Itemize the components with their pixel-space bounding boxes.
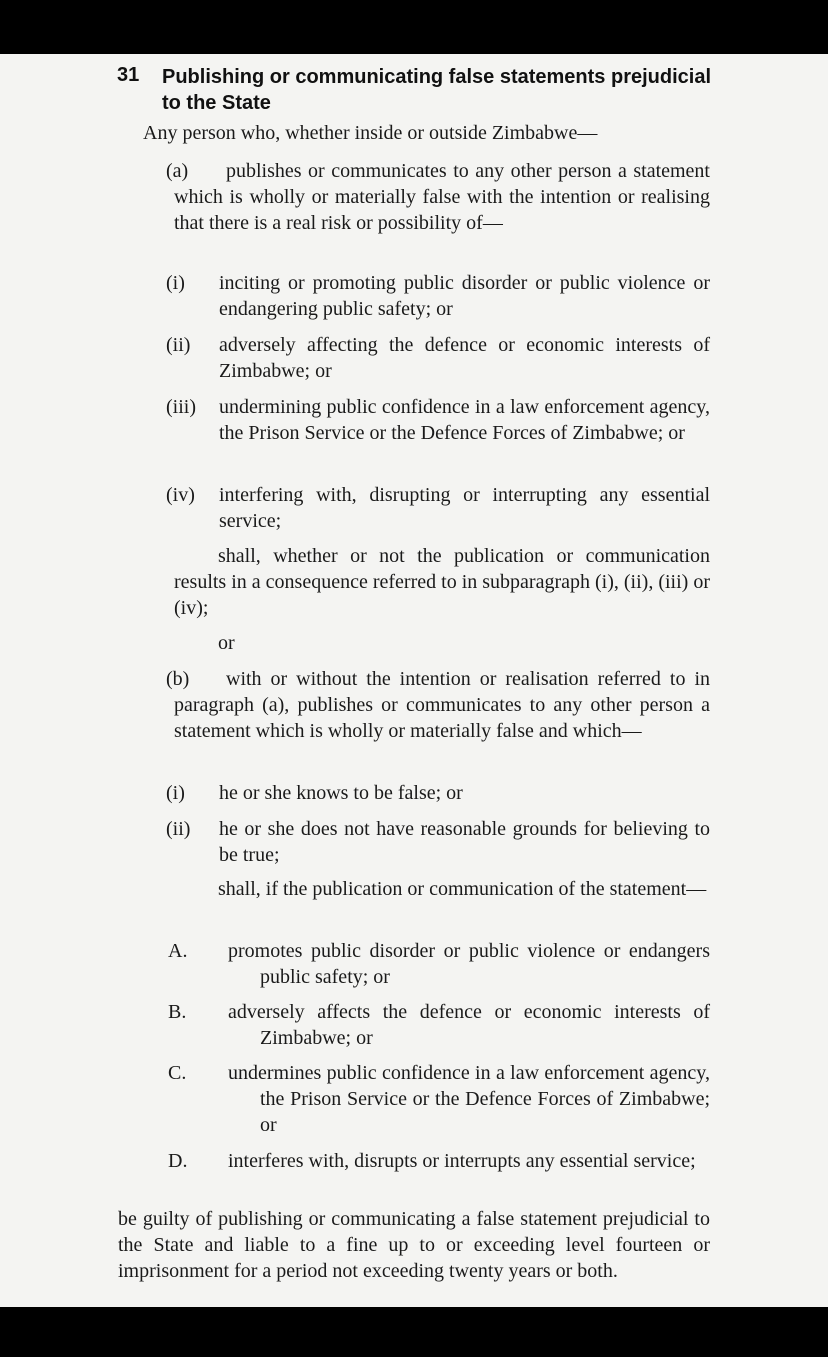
para-b-item-text: he or she knows to be false; or (219, 782, 463, 804)
consequence-text: promotes public disorder or public violence or endangers public safety; or (228, 940, 710, 988)
document-page (0, 54, 828, 1307)
para-a-text: publishes or communicates to any other person a statement which is wholly or materially false with the intention or realising that there is a real risk or possibility of— (174, 160, 710, 234)
para-b-item-label: (ii) (166, 818, 191, 840)
para-a-item-text: adversely affecting the defence or economic interests of Zimbabwe; or (219, 334, 710, 382)
consequence-text: adversely affects the defence or economic interests of Zimbabwe; or (228, 1001, 710, 1049)
para-a-item-label: (i) (166, 272, 185, 294)
para-a-item-text: undermining public confidence in a law enforcement agency, the Prison Service or the Defence Forces of Zimbabwe; or (219, 396, 710, 444)
or-connector: or (218, 632, 235, 654)
consequence-label: D. (168, 1150, 188, 1172)
consequence-label: B. (168, 1001, 187, 1023)
para-b-text: with or without the intention or realisation referred to in paragraph (a), publishes or communicates to any other person a statement which is wholly or materially false and which— (174, 668, 710, 742)
para-a-item-label: (iii) (166, 396, 196, 418)
consequence-label: C. (168, 1062, 187, 1084)
para-b-label: (b) (166, 668, 190, 690)
consequence-text: interferes with, disrupts or interrupts any essential service; (228, 1150, 696, 1172)
para-b-item-text: he or she does not have reasonable grounds for believing to be true; (219, 818, 710, 866)
consequence-text: undermines public confidence in a law enforcement agency, the Prison Service or the Defence Forces of Zimbabwe; or (228, 1062, 710, 1136)
para-a-item-text: inciting or promoting public disorder or public violence or endangering public safety; or (219, 272, 710, 320)
para-b-shall: shall, if the publication or communication of the statement— (218, 878, 707, 900)
section-number: 31 (117, 64, 140, 86)
para-a-item-label: (iv) (166, 484, 195, 506)
para-a-shall: shall, whether or not the publication or communication results in a consequence referred to in subparagraph (i), (ii), (iii) or (iv); (174, 545, 710, 619)
para-a-item-label: (ii) (166, 334, 191, 356)
consequence-label: A. (168, 940, 188, 962)
penalty-clause: be guilty of publishing or communicating a false statement prejudicial to the State and liable to a fine up to or exceeding level fourteen or imprisonment for a period not exceeding twenty years or both. (118, 1208, 710, 1282)
section-intro: Any person who, whether inside or outside Zimbabwe— (143, 122, 598, 144)
para-a-label: (a) (166, 160, 189, 182)
para-b-item-label: (i) (166, 782, 185, 804)
para-a-item-text: interfering with, disrupting or interrupting any essential service; (219, 484, 710, 532)
section-title: Publishing or communicating false statements prejudicial to the State (162, 66, 712, 114)
